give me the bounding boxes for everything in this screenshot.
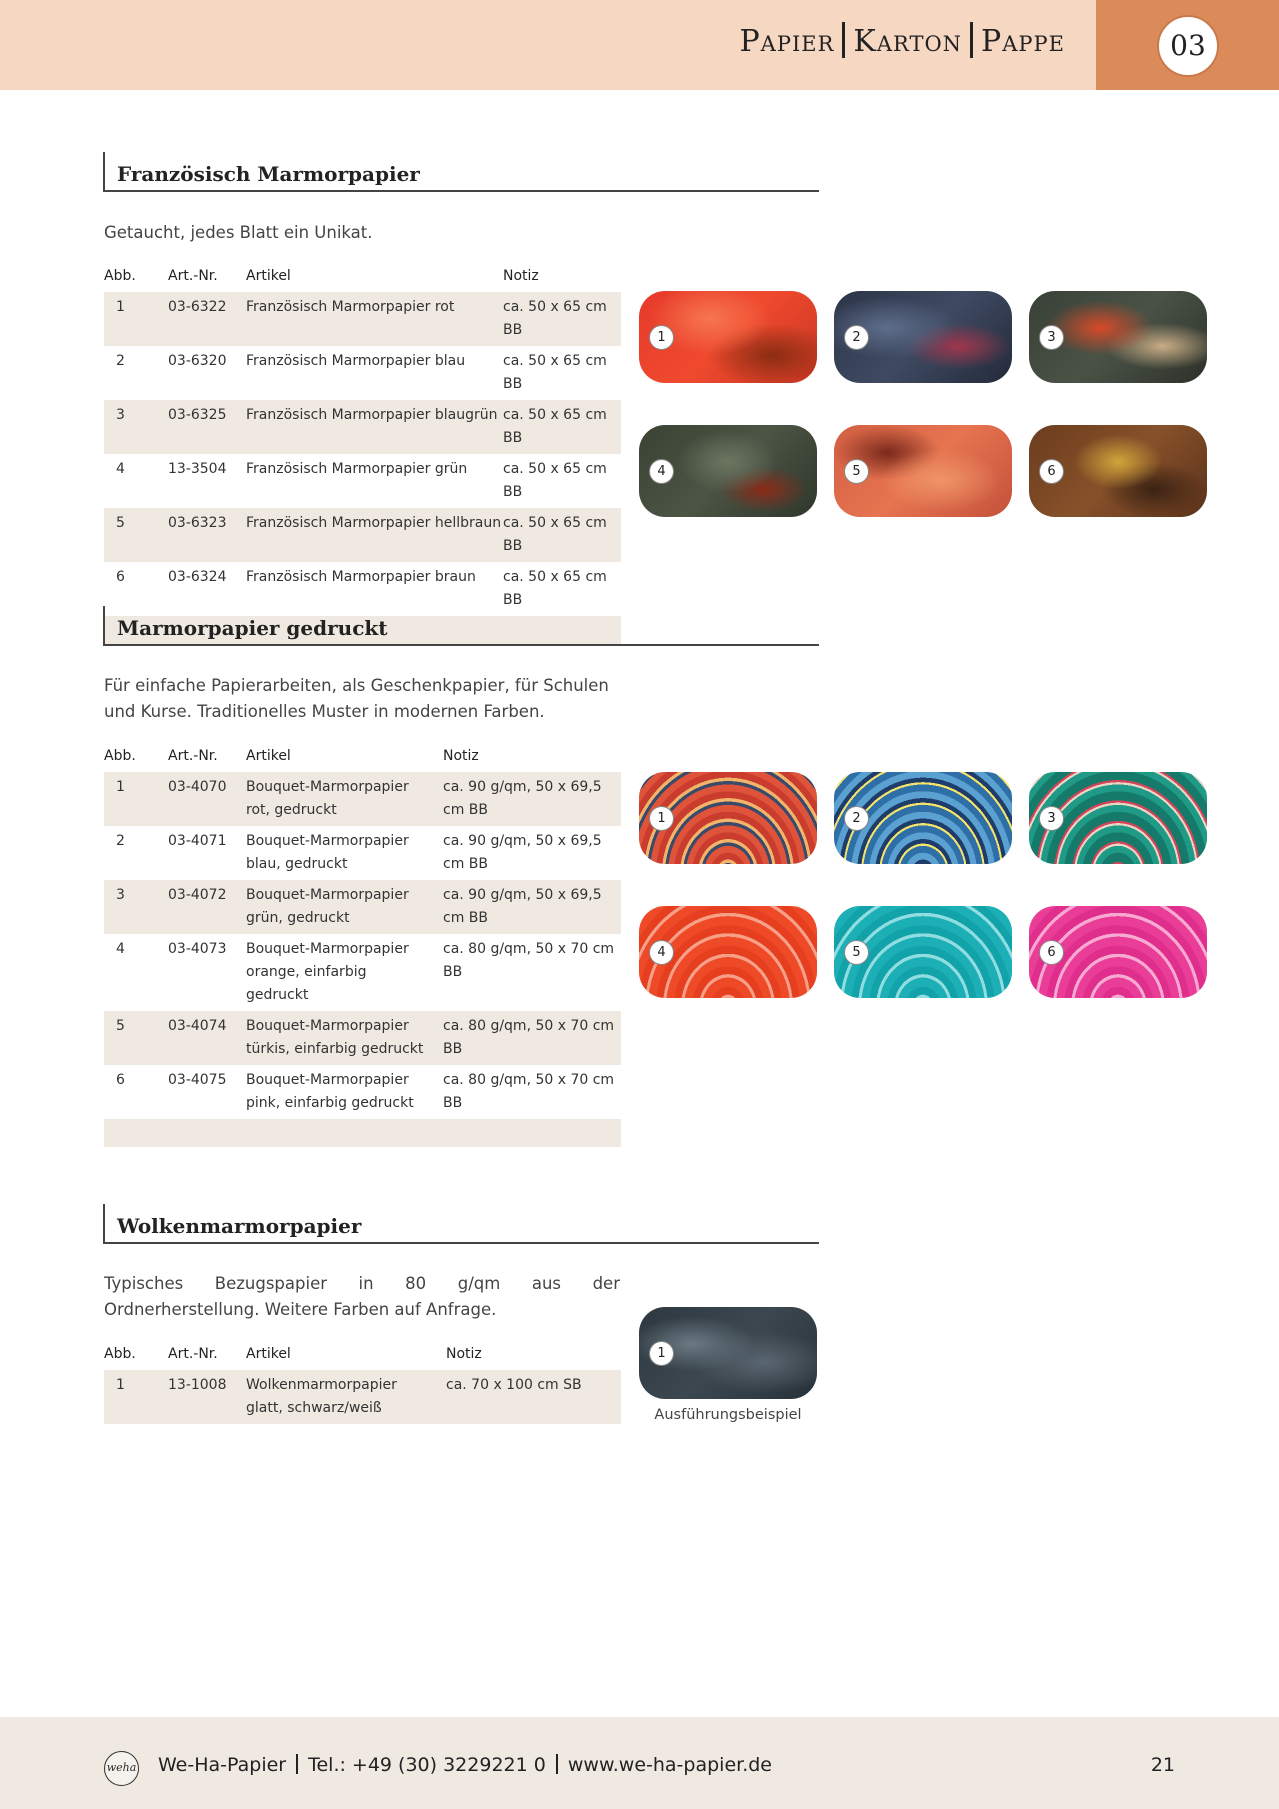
swatch-number: 4 — [649, 459, 674, 484]
table-header-row — [104, 742, 621, 772]
cell-artikel: Französisch Marmorpapier blau — [246, 353, 466, 369]
swatch-number: 1 — [649, 1341, 674, 1366]
swatch-bouquet-gruen — [1029, 772, 1207, 864]
cell-abb: 1 — [116, 779, 125, 795]
section-heading — [103, 606, 819, 646]
cell-art-nr: 03-4073 — [168, 941, 227, 957]
product-table-wolken — [104, 1340, 621, 1424]
cell-notiz: ca. 50 x 65 cm BB — [503, 299, 607, 338]
cell-artikel: Französisch Marmorpapier blaugrün — [246, 407, 498, 423]
weha-logo-icon: weha — [104, 1751, 139, 1786]
footer-company: We-Ha-Papier — [158, 1754, 287, 1776]
swatch-number: 1 — [649, 806, 674, 831]
table-row — [104, 400, 621, 454]
section-title: Marmorpapier gedruckt — [117, 616, 388, 640]
cell-artikel: Bouquet-Marmorpapier pink, einfarbig gedruckt — [246, 1072, 414, 1111]
col-artikel: Artikel — [246, 268, 291, 284]
cell-notiz: ca. 50 x 65 cm BB — [503, 461, 607, 500]
footer-website-link[interactable]: www.we-ha-papier.de — [567, 1754, 772, 1776]
cell-art-nr: 03-6323 — [168, 515, 227, 531]
footer-separator — [556, 1754, 558, 1774]
category-karton: Karton — [853, 24, 963, 59]
image-caption: Ausführungsbeispiel — [654, 1407, 802, 1423]
cell-art-nr: 03-4075 — [168, 1072, 227, 1088]
cell-abb: 5 — [116, 1018, 125, 1034]
cell-notiz: ca. 90 g/qm, 50 x 69,5 cm BB — [443, 887, 602, 926]
swatch-marmor-blau — [834, 291, 1012, 383]
cell-notiz: ca. 50 x 65 cm BB — [503, 353, 607, 392]
footer-contact — [158, 1754, 772, 1776]
swatch-marmor-rot — [639, 291, 817, 383]
cell-notiz: ca. 80 g/qm, 50 x 70 cm BB — [443, 941, 615, 980]
col-notiz: Notiz — [446, 1346, 482, 1362]
cell-abb: 2 — [116, 353, 125, 369]
swatch-number: 3 — [1039, 325, 1064, 350]
cell-artikel: Bouquet-Marmorpapier grün, gedruckt — [246, 887, 409, 926]
table-row — [104, 1011, 621, 1065]
table-row — [104, 772, 621, 826]
col-artikel: Artikel — [246, 748, 291, 764]
footer-separator — [296, 1754, 298, 1774]
swatch-number: 5 — [844, 940, 869, 965]
cell-artikel: Bouquet-Marmorpapier orange, einfarbig gedruckt — [246, 941, 409, 1003]
cell-art-nr: 03-6324 — [168, 569, 227, 585]
cell-notiz: ca. 50 x 65 cm BB — [503, 407, 607, 446]
table-row — [104, 508, 621, 562]
swatch-bouquet-orange — [639, 906, 817, 998]
cell-art-nr: 03-4071 — [168, 833, 227, 849]
cell-art-nr: 03-4070 — [168, 779, 227, 795]
cell-artikel: Französisch Marmorpapier braun — [246, 569, 476, 585]
cell-artikel: Wolkenmarmorpapier glatt, schwarz/weiß — [246, 1377, 397, 1416]
swatch-marmor-blaugruen — [1029, 291, 1207, 383]
cell-artikel: Bouquet-Marmorpapier rot, gedruckt — [246, 779, 409, 818]
cell-abb: 1 — [116, 1377, 125, 1393]
cell-art-nr: 03-4072 — [168, 887, 227, 903]
cell-notiz: ca. 50 x 65 cm BB — [503, 569, 607, 608]
footer-phone[interactable]: Tel.: +49 (30) 3229221 0 — [308, 1754, 546, 1776]
swatch-number: 1 — [649, 325, 674, 350]
cell-art-nr: 13-1008 — [168, 1377, 227, 1393]
table-row — [104, 880, 621, 934]
chapter-number: 03 — [1157, 15, 1219, 77]
section-intro: Getaucht, jedes Blatt ein Unikat. — [104, 223, 373, 242]
swatch-marmor-braun — [1029, 425, 1207, 517]
cell-notiz: ca. 90 g/qm, 50 x 69,5 cm BB — [443, 833, 602, 872]
col-abb: Abb. — [104, 1346, 136, 1362]
section-title: Französisch Marmorpapier — [117, 162, 420, 186]
section-title: Wolkenmarmorpapier — [117, 1214, 362, 1238]
cell-abb: 3 — [116, 407, 125, 423]
category-pappe: Pappe — [981, 24, 1065, 59]
swatch-number: 5 — [844, 459, 869, 484]
section-intro: Typisches Bezugspapier in 80 g/qm aus der Ordnerherstellung. Weitere Farben auf Anfrage. — [104, 1274, 620, 1319]
section-heading — [103, 1204, 819, 1244]
table-row — [104, 934, 621, 1011]
cell-abb: 5 — [116, 515, 125, 531]
col-notiz: Notiz — [443, 748, 479, 764]
category-separator — [842, 22, 845, 58]
category-title — [740, 22, 1066, 59]
swatch-marmor-gruen — [639, 425, 817, 517]
table-row-empty — [104, 1119, 621, 1147]
cell-notiz: ca. 80 g/qm, 50 x 70 cm BB — [443, 1018, 615, 1057]
cell-art-nr: 03-6322 — [168, 299, 227, 315]
section-intro: Für einfache Papierarbeiten, als Geschenkpapier, für Schulen und Kurse. Traditionelles Muster in modernen Farben. — [104, 676, 609, 721]
cell-notiz: ca. 50 x 65 cm BB — [503, 515, 607, 554]
cell-artikel: Französisch Marmorpapier rot — [246, 299, 455, 315]
category-separator — [970, 22, 973, 58]
swatch-number: 3 — [1039, 806, 1064, 831]
col-art-nr: Art.-Nr. — [168, 1346, 218, 1362]
table-row — [104, 826, 621, 880]
col-abb: Abb. — [104, 268, 136, 284]
table-row — [104, 1065, 621, 1119]
cell-artikel: Bouquet-Marmorpapier türkis, einfarbig gedruckt — [246, 1018, 424, 1057]
swatch-marmor-hellbraun — [834, 425, 1012, 517]
cell-abb: 1 — [116, 299, 125, 315]
swatch-number: 4 — [649, 940, 674, 965]
table-row — [104, 1370, 621, 1424]
section-heading — [103, 152, 819, 192]
cell-art-nr: 03-6325 — [168, 407, 227, 423]
category-papier: Papier — [739, 24, 835, 59]
page-header — [0, 0, 1279, 90]
table-row — [104, 292, 621, 346]
page-number: 21 — [1150, 1754, 1175, 1776]
cell-notiz: ca. 70 x 100 cm SB — [446, 1377, 582, 1393]
cell-abb: 6 — [116, 569, 125, 585]
cell-art-nr: 03-6320 — [168, 353, 227, 369]
table-row — [104, 454, 621, 508]
product-table-gedruckt — [104, 742, 621, 1147]
col-abb: Abb. — [104, 748, 136, 764]
cell-abb: 2 — [116, 833, 125, 849]
cell-abb: 4 — [116, 941, 125, 957]
table-header-row — [104, 262, 621, 292]
cell-art-nr: 13-3504 — [168, 461, 227, 477]
cell-notiz: ca. 90 g/qm, 50 x 69,5 cm BB — [443, 779, 602, 818]
cell-art-nr: 03-4074 — [168, 1018, 227, 1034]
cell-notiz: ca. 80 g/qm, 50 x 70 cm BB — [443, 1072, 615, 1111]
swatch-number: 6 — [1039, 459, 1064, 484]
swatch-bouquet-rot — [639, 772, 817, 864]
col-artikel: Artikel — [246, 1346, 291, 1362]
col-art-nr: Art.-Nr. — [168, 748, 218, 764]
cell-abb: 4 — [116, 461, 125, 477]
cell-artikel: Bouquet-Marmorpapier blau, gedruckt — [246, 833, 409, 872]
swatch-bouquet-pink — [1029, 906, 1207, 998]
cell-abb: 6 — [116, 1072, 125, 1088]
swatch-bouquet-tuerkis — [834, 906, 1012, 998]
swatch-number: 2 — [844, 806, 869, 831]
col-notiz: Notiz — [503, 268, 539, 284]
cell-abb: 3 — [116, 887, 125, 903]
col-art-nr: Art.-Nr. — [168, 268, 218, 284]
table-row — [104, 346, 621, 400]
swatch-number: 6 — [1039, 940, 1064, 965]
product-table-franzoesisch — [104, 262, 621, 644]
swatch-number: 2 — [844, 325, 869, 350]
swatch-wolkenmarmor — [639, 1307, 817, 1399]
table-header-row — [104, 1340, 621, 1370]
cell-artikel: Französisch Marmorpapier grün — [246, 461, 468, 477]
cell-artikel: Französisch Marmorpapier hellbraun — [246, 515, 502, 531]
swatch-bouquet-blau — [834, 772, 1012, 864]
